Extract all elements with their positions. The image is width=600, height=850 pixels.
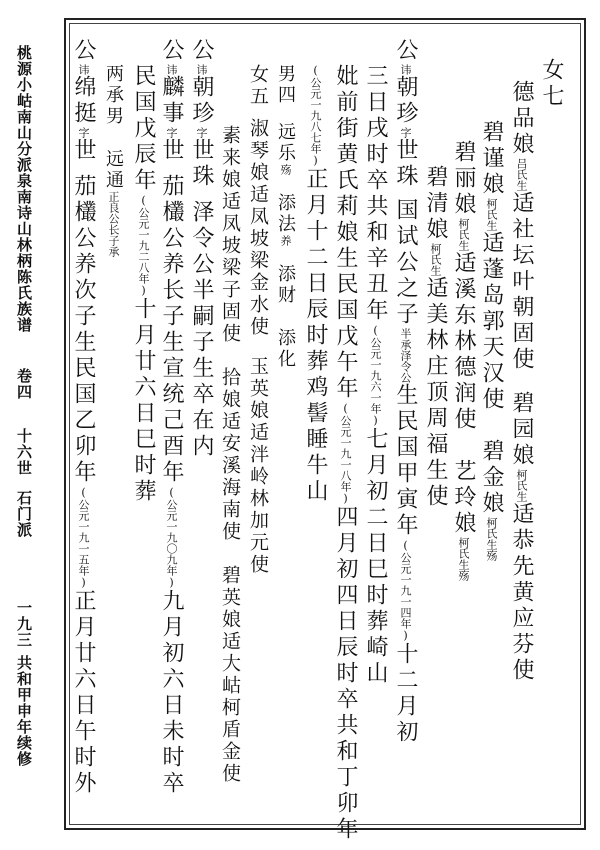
col-daughters-seven	[540, 58, 562, 110]
name-bijin: 碧谨娘	[479, 120, 504, 198]
col-chaozhen-entry	[394, 38, 416, 746]
note-adopted: 养	[279, 235, 292, 246]
generation-label: 十六世	[15, 428, 33, 476]
birth-date-text: 十二月初	[393, 642, 418, 746]
ce-date: (公元一九一四年)	[399, 539, 412, 642]
col-daughters-entry-2	[480, 120, 502, 561]
label-courtesy: 字	[165, 127, 178, 138]
col-sons	[276, 64, 294, 370]
name-bijin2: 碧金娘	[479, 439, 504, 517]
wife-burial-text: 正月十二日辰时葬鸡髻睡牛山	[303, 167, 328, 505]
label-courtesy: 字	[195, 127, 208, 138]
col1-text: 女七	[539, 58, 564, 110]
page-number: 一九三	[15, 600, 33, 648]
name-biyuan: 碧园娘	[509, 391, 534, 469]
col-wife-entry	[334, 64, 356, 843]
note-mother: 柯氏生	[429, 243, 442, 276]
label-courtesy: 字	[77, 127, 90, 138]
burial-text: 七月初二日巳时葬崎山	[363, 427, 388, 687]
note-died-young: 殇	[279, 164, 292, 175]
daughter-shuqin: 淑琴娘适凤坡梁金水使	[247, 118, 269, 338]
birth-text: 茄欉公养次子生民国乙卯年	[71, 174, 96, 486]
label-taboo-name: 讳	[77, 64, 90, 75]
honorific: 公	[159, 38, 184, 64]
edition-label: 共和甲申年续修	[15, 655, 33, 767]
ce-date: (公元一九二八年)	[137, 194, 150, 297]
son-tianhua: 添化	[275, 328, 296, 370]
death-year-text: 民国戊辰年	[131, 64, 156, 194]
wife-death-text: 四月初四日辰时卒共和丁卯年	[333, 505, 358, 843]
heir-text: 泽令公半嗣子生卒在内	[189, 200, 214, 460]
name-yiling: 艺玲娘	[451, 459, 476, 537]
adoption-note: 正良公长子承	[107, 191, 120, 257]
col-daughters-entry-3	[452, 140, 474, 581]
daughter-sulai: 素来娘适凤坡梁子固使	[219, 125, 241, 345]
birth-date-text: 正月廿六日午时外	[71, 589, 96, 797]
col-heir-son	[104, 64, 122, 257]
marriage-text: 适溪东林德润使	[451, 251, 476, 433]
note-mother: 柯氏生	[515, 469, 528, 502]
note-mother: 柯氏生	[485, 198, 498, 231]
courtesy-name: 世珠	[393, 138, 418, 190]
note-mother: 吕氏生	[515, 158, 528, 191]
col-linshi-burial	[132, 64, 154, 505]
honorific: 公	[189, 38, 214, 64]
person-name: 麟事	[159, 75, 184, 127]
marriage-text: 适美林庄顶周福生使	[423, 276, 448, 510]
honorific: 公	[393, 38, 418, 64]
son-tianfa: 添法	[275, 193, 296, 235]
col-daughters-five	[248, 64, 267, 576]
person-name: 朝珍	[189, 75, 214, 127]
person-name: 朝珍	[393, 75, 418, 127]
daughter-shi: 拾娘适安溪海南使	[219, 367, 241, 543]
birth-text: 茄欉公养长子生宣统己酉年	[159, 174, 184, 486]
marriage-text: 适恭先黄应芬使	[509, 502, 534, 684]
name-bili: 碧丽娘	[451, 140, 476, 218]
name-biqing: 碧清娘	[423, 165, 448, 243]
marriage-text: 适蓬岛郭天汉使	[479, 231, 504, 413]
branch-label: 石门派	[15, 490, 33, 538]
son-yuanle: 远乐	[275, 122, 296, 164]
honorific: 公	[71, 38, 96, 64]
wife-text: 妣前街黄氏莉娘生民国戊午年	[333, 64, 358, 402]
daughter-biying: 碧英娘适大岵柯盾金使	[219, 565, 241, 785]
col-wife-burial	[304, 64, 326, 505]
burial-text: 十月廿六日巳时葬	[131, 297, 156, 505]
ce-date: (公元一九〇九年)	[165, 486, 178, 589]
col-daughters-entry-1	[510, 80, 532, 684]
daughters-label: 女五	[247, 64, 269, 108]
col-chaozhen-heir	[190, 38, 212, 460]
person-name: 绵挺	[71, 75, 96, 127]
ce-date: (公元一九六一年)	[369, 324, 382, 427]
ce-date: (公元一九一八年)	[339, 402, 352, 505]
lineage-text: 国试公之子	[393, 198, 418, 328]
col-daughters-entry-4	[424, 165, 446, 510]
death-text: 三日戌时卒共和辛丑年	[363, 64, 388, 324]
daughter-yuying: 玉英娘适泮岭林加元使	[247, 356, 269, 576]
son-yuantong: 远通	[103, 149, 124, 191]
lineage-note: 半承泽令公	[399, 328, 412, 383]
col-mianting-entry	[72, 38, 94, 797]
label-taboo-name: 讳	[195, 64, 208, 75]
marriage-text: 适社坛叶朝固使	[509, 191, 534, 373]
name-deping: 德品娘	[509, 80, 534, 158]
courtesy-name: 世珠	[189, 138, 214, 190]
ce-date: (公元一九一五年)	[77, 486, 90, 589]
ce-date: (公元一九八七年)	[309, 64, 322, 167]
note-mother: 柯氏生	[457, 218, 470, 251]
label-taboo-name: 讳	[165, 64, 178, 75]
son-tiancai: 添财	[275, 264, 296, 306]
sons-label: 男四	[275, 64, 296, 106]
courtesy-name: 世	[159, 138, 184, 164]
birth-text: 生民国甲寅年	[393, 383, 418, 539]
heir-sons-label: 两承男	[103, 64, 124, 127]
volume-label: 卷四	[15, 368, 33, 400]
book-title: 桃源小岵南山分派泉南诗山林柄陈氏族谱	[15, 45, 33, 333]
col-linshi-entry	[160, 38, 182, 797]
note-died-young: 柯氏生殇	[457, 537, 470, 581]
col-daughters-five-cont	[220, 125, 239, 785]
label-courtesy: 字	[399, 127, 412, 138]
courtesy-name: 世	[71, 138, 96, 164]
note-died-young: 柯氏生殇	[485, 517, 498, 561]
label-taboo-name: 讳	[399, 64, 412, 75]
death-text: 九月初六日未时卒	[159, 589, 184, 797]
col-chaozhen-death	[364, 64, 386, 687]
